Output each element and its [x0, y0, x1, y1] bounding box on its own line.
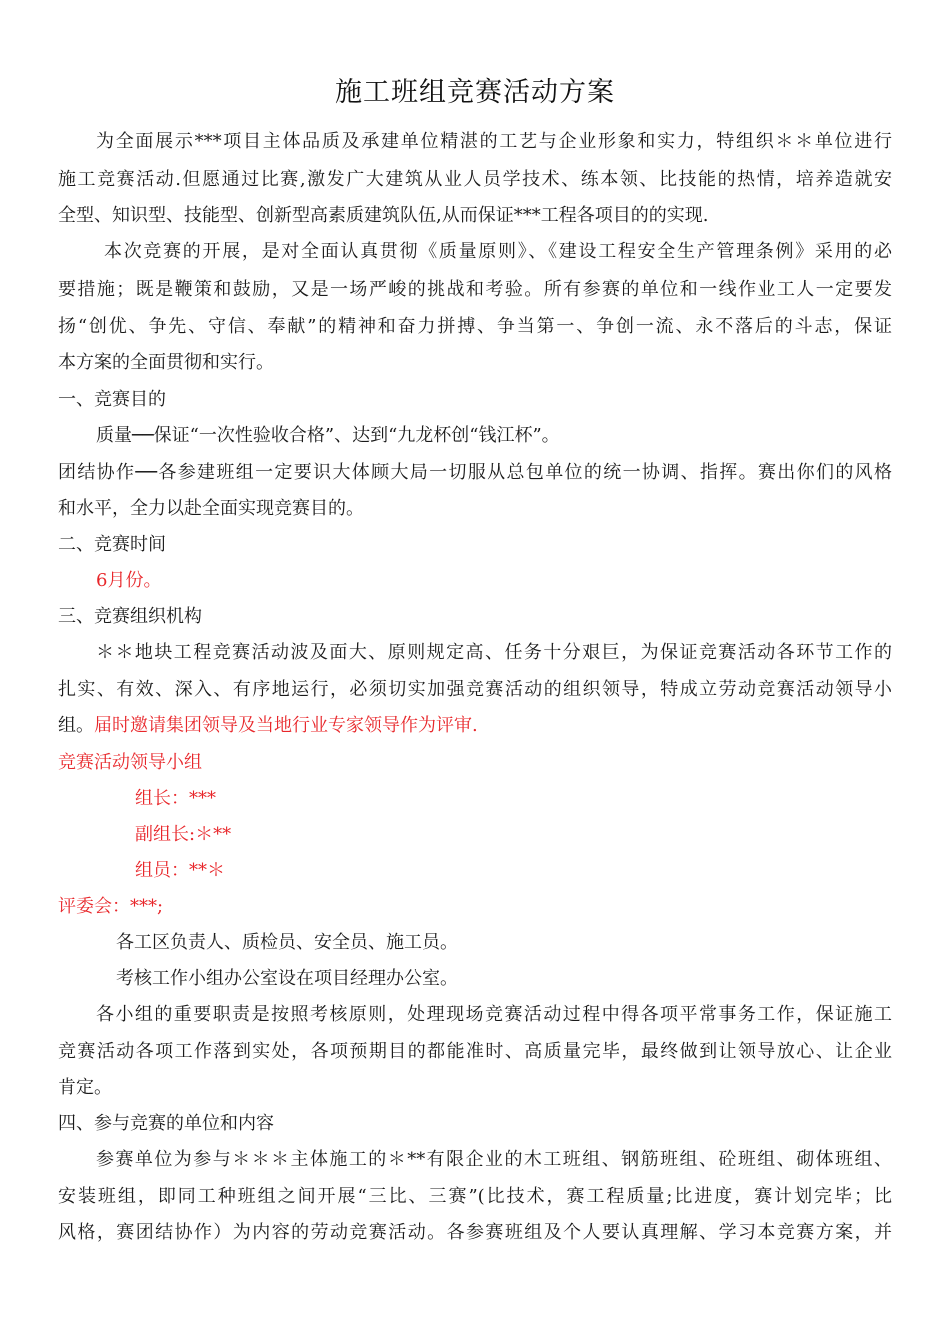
paragraph-intro-line: 全型、知识型、技能型、创新型高素质建筑队伍,从而保证***工程各项目的的实现.: [58, 205, 709, 226]
organization-paragraph-end: 组。: [58, 715, 94, 736]
organization-paragraph-line: 扎实、有效、深入、有序地运行，必须切实加强竞赛活动的组织领导，特成立劳动竞赛活动领导小: [58, 679, 892, 700]
document-title: 施工班组竞赛活动方案: [335, 77, 615, 108]
units-paragraph-line: 风格，赛团结协作）为内容的劳动竞赛活动。各参赛班组及个人要认真理解、学习本竞赛方案，并: [58, 1222, 892, 1243]
review-committee: 评委会：***;: [58, 896, 164, 917]
paragraph-purpose-line: 要措施；既是鞭策和鼓励，又是一场严峻的挑战和考验。所有参赛的单位和一线作业工人一定要发: [58, 279, 892, 300]
goal-unity-line: 团结协作──各参建班组一定要识大体顾大局一切服从总包单位的统一协调、指挥。赛出你们的风格: [58, 462, 892, 483]
goal-unity-line: 和水平，全力以赴全面实现竞赛目的。: [58, 498, 364, 519]
competition-time: 6月份。: [96, 570, 162, 591]
group-leader: 组长：***: [135, 788, 216, 809]
section-heading-organization: 三、竞赛组织机构: [58, 606, 202, 627]
goal-quality: 质量──保证“一次性验收合格”、达到“九龙杯创“钱江杯”。: [96, 425, 560, 446]
organization-paragraph-line: [58, 714, 892, 738]
organization-judges-note: 届时邀请集团领导及当地行业专家领导作为评审.: [94, 715, 478, 736]
duties-paragraph-line: 竞赛活动各项工作落到实处，各项预期目的都能准时、高质量完毕，最终做到让领导放心、让企业: [58, 1041, 892, 1062]
group-vice-leader: 副组长:＊**: [135, 824, 232, 845]
section-heading-units: 四、参与竞赛的单位和内容: [58, 1113, 274, 1134]
paragraph-purpose-line: 本方案的全面贯彻和实行。: [58, 352, 274, 373]
section-heading-goal: 一、竞赛目的: [58, 389, 166, 410]
paragraph-purpose-line: 本次竞赛的开展，是对全面认真贯彻《质量原则》、《建设工程安全生产管理条例》采用的必: [104, 241, 892, 262]
organization-paragraph-line: ＊＊地块工程竞赛活动波及面大、原则规定高、任务十分艰巨，为保证竞赛活动各环节工作的: [96, 642, 892, 663]
units-paragraph-line: 安装班组，即同工种班组之间开展“三比、三赛”(比技术，赛工程质量;比进度，赛计划完毕；比: [58, 1186, 892, 1207]
duties-paragraph-line: 各小组的重要职责是按照考核原则，处理现场竞赛活动过程中得各项平常事务工作，保证施工: [96, 1004, 892, 1025]
assessment-office: 考核工作小组办公室设在项目经理办公室。: [116, 968, 458, 989]
units-paragraph-line: 参赛单位为参与＊＊＊主体施工的＊**有限企业的木工班组、钢筋班组、砼班组、砌体班组、: [96, 1149, 892, 1170]
duties-paragraph-line: 肯定。: [58, 1077, 112, 1098]
committee-members: 各工区负责人、质检员、安全员、施工员。: [116, 932, 458, 953]
group-member: 组员：**＊: [135, 860, 225, 881]
paragraph-intro-line: 施工竞赛活动.但愿通过比赛,激发广大建筑从业人员学技术、练本领、比技能的热情，培养造就安: [58, 169, 892, 190]
section-heading-time: 二、竞赛时间: [58, 534, 166, 555]
leader-group-title: 竞赛活动领导小组: [58, 752, 202, 773]
paragraph-purpose-line: 扬“创优、争先、守信、奉献”的精神和奋力拼搏、争当第一、争创一流、永不落后的斗志，保证: [58, 316, 892, 337]
paragraph-intro-line: 为全面展示***项目主体品质及承建单位精湛的工艺与企业形象和实力，特组织＊＊单位进行: [96, 131, 892, 152]
